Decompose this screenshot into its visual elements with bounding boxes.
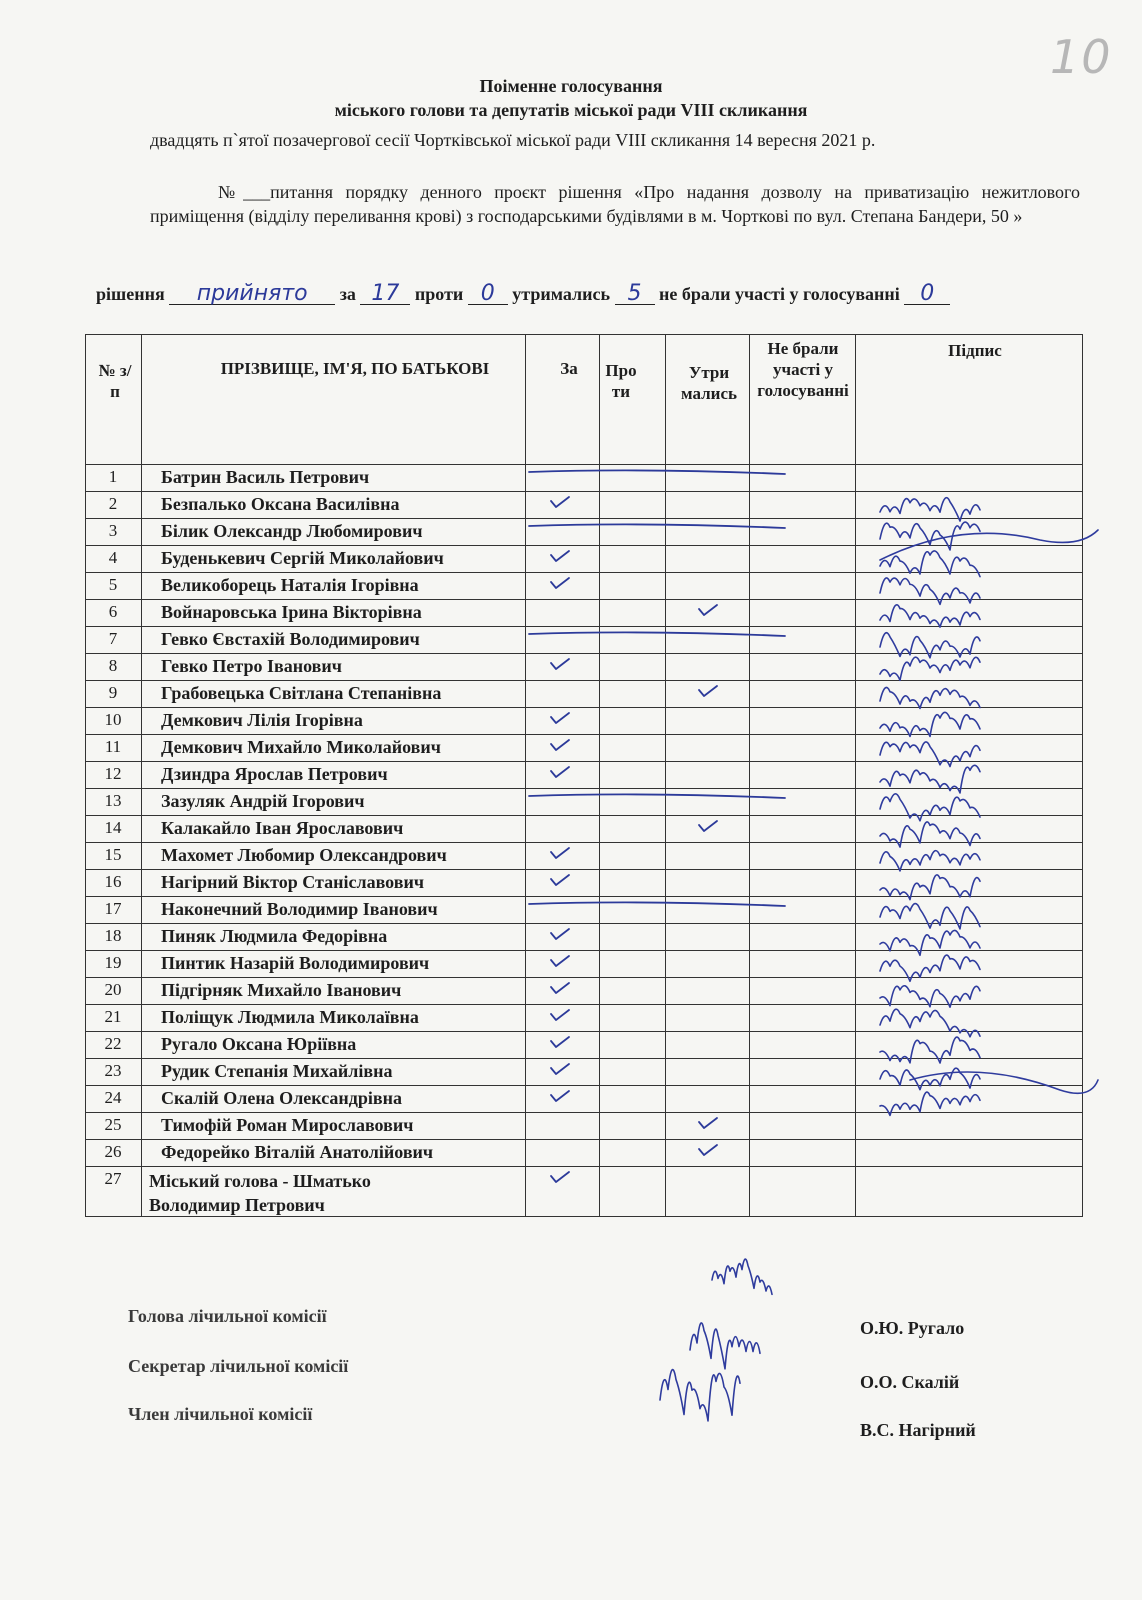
- signature-scribble: [880, 1009, 980, 1037]
- signature-scribble: [880, 904, 980, 929]
- header-against: Про ти: [605, 361, 637, 401]
- abstained-count: 5: [615, 284, 655, 305]
- vote-checkmark: [551, 875, 569, 885]
- row-name: Махомет Любомир Олександрович: [161, 845, 447, 865]
- row-number: 19: [104, 953, 122, 972]
- decision-label: рішення: [96, 284, 165, 304]
- member-label: Член лічильної комісії: [128, 1404, 313, 1424]
- row-name: Зазуляк Андрій Ігорович: [161, 791, 365, 811]
- secretary-signature: [690, 1323, 760, 1369]
- row-number: 5: [108, 575, 118, 594]
- signature-scribble: [880, 875, 980, 900]
- signature-flourish: [880, 530, 1098, 560]
- row-name: Гевко Євстахій Володимирович: [161, 629, 420, 649]
- row-number: 23: [104, 1061, 122, 1080]
- against-label: проти: [414, 284, 464, 304]
- chair-signature: [712, 1259, 772, 1294]
- signature-scribble: [880, 688, 980, 709]
- header-not-voted: Не брали участі у голосуванні: [757, 339, 849, 400]
- row-number: 7: [108, 629, 118, 648]
- signature-scribble: [880, 712, 980, 736]
- row-number: 17: [104, 899, 122, 918]
- agenda-text: №___питання порядку денного проєкт рішення «Про надання дозволу на приватизацію нежитлового приміщення (відділу переливання крові) з господарськими будівлями в м. Чорткові по вул. Степана Бандери, 50 »: [150, 182, 1080, 226]
- vote-checkmark: [551, 551, 569, 561]
- signature-scribble: [880, 498, 980, 521]
- chair-label: Голова лічильної комісії: [128, 1306, 327, 1326]
- secretary-label: Секретар лічильної комісії: [128, 1356, 349, 1376]
- row-name: Поліщук Людмила Миколаївна: [161, 1007, 419, 1027]
- header-num: № з/п: [98, 361, 132, 401]
- absent-strike-line: [529, 470, 785, 474]
- row-number: 22: [104, 1034, 122, 1053]
- absent-strike-line: [529, 632, 785, 636]
- vote-checkmark: [551, 956, 569, 966]
- row-number: 13: [104, 791, 122, 810]
- row-name: Федорейко Віталій Анатолійович: [161, 1142, 434, 1162]
- vote-checkmark: [699, 1145, 717, 1155]
- row-number: 1: [108, 467, 118, 486]
- row-name: Батрин Василь Петрович: [161, 467, 370, 487]
- row-name: Білик Олександр Любомирович: [161, 521, 423, 541]
- row-number: 2: [108, 494, 118, 513]
- vote-checkmark: [551, 740, 569, 750]
- vote-checkmark: [551, 713, 569, 723]
- row-name: Тимофій Роман Мирославович: [161, 1115, 414, 1135]
- abstained-label: утримались: [512, 284, 610, 304]
- page-number: 10: [1050, 30, 1113, 84]
- row-number: 18: [104, 926, 122, 945]
- not-voted-label: не брали участі у голосуванні: [659, 284, 900, 304]
- signature-scribble: [880, 851, 980, 871]
- signature-scribble: [880, 1092, 980, 1115]
- signature-scribble: [880, 986, 980, 1007]
- against-count: 0: [468, 284, 508, 305]
- row-number: 3: [108, 521, 118, 540]
- row-name: Рудик Степанія Михайлівна: [161, 1061, 393, 1081]
- row-name: Гевко Петро Іванович: [161, 656, 342, 676]
- header-signature: Підпис: [948, 341, 1002, 360]
- row-name: Ругало Оксана Юріївна: [161, 1034, 357, 1054]
- row-name: Грабовецька Світлана Степанівна: [161, 683, 442, 703]
- header-name: ПРІЗВИЩЕ, ІМ'Я, ПО БАТЬКОВІ: [220, 359, 490, 378]
- session-text: двадцять п`ятої позачергової сесії Чортківської міської ради VIII скликання 14 вересня 2021 р.: [150, 130, 876, 150]
- row-number: 11: [104, 737, 122, 756]
- row-number: 16: [104, 872, 122, 891]
- row-number: 15: [104, 845, 122, 864]
- document-subtitle: міського голови та депутатів міської ради VIII скликання: [334, 100, 808, 120]
- row-number: 4: [108, 548, 118, 567]
- row-name: Підгірняк Михайло Іванович: [161, 980, 402, 1000]
- row-name: Безпалько Оксана Василівна: [161, 494, 400, 514]
- row-number: 12: [104, 764, 122, 783]
- secretary-name: О.О. Скалій: [860, 1372, 960, 1392]
- document-title: Поіменне голосування: [479, 76, 663, 96]
- vote-checkmark: [699, 1118, 717, 1128]
- vote-checkmark: [551, 767, 569, 777]
- row-number: 24: [104, 1088, 122, 1107]
- member-signature: [660, 1370, 740, 1421]
- vote-checkmark: [551, 1091, 569, 1101]
- decision-result: прийнято: [169, 284, 335, 305]
- signature-scribble: [880, 930, 980, 955]
- row-name: Дзиндра Ярослав Петрович: [161, 764, 388, 784]
- vote-checkmark: [699, 686, 717, 696]
- row-number: 14: [104, 818, 122, 837]
- row-number: 25: [104, 1115, 122, 1134]
- row-name: Войнаровська Ірина Вікторівна: [161, 602, 422, 622]
- row-name: Демкович Михайло Миколайович: [161, 737, 441, 757]
- absent-strike-line: [529, 902, 785, 906]
- absent-strike-line: [529, 524, 785, 528]
- not-voted-count: 0: [904, 284, 950, 305]
- vote-checkmark: [551, 1010, 569, 1020]
- vote-checkmark: [699, 605, 717, 615]
- vote-checkmark: [551, 578, 569, 588]
- row-name: Скалій Олена Олександрівна: [161, 1088, 402, 1108]
- vote-checkmark: [551, 497, 569, 507]
- row-name: Міський голова - Шматько Володимир Петрович: [149, 1171, 371, 1215]
- header-abstained: Утри мались: [681, 363, 737, 403]
- vote-checkmark: [551, 929, 569, 939]
- for-label: за: [339, 284, 356, 304]
- vote-checkmark: [551, 1064, 569, 1074]
- member-name: В.С. Нагірний: [860, 1420, 976, 1440]
- signature-scribble: [880, 742, 980, 767]
- row-number: 27: [104, 1169, 122, 1188]
- chair-name: О.Ю. Ругало: [860, 1318, 965, 1338]
- row-name: Калакайло Іван Ярославович: [161, 818, 404, 838]
- signature-scribble: [880, 605, 980, 627]
- row-name: Пинтик Назарій Володимирович: [161, 953, 430, 973]
- row-number: 26: [104, 1142, 122, 1161]
- vote-checkmark: [551, 659, 569, 669]
- row-number: 20: [104, 980, 122, 999]
- signature-scribble: [880, 955, 980, 981]
- signature-scribble: [880, 633, 980, 658]
- signature-scribble: [880, 822, 980, 847]
- row-number: 21: [104, 1007, 122, 1026]
- vote-checkmark: [551, 848, 569, 858]
- row-name: Наконечний Володимир Іванович: [161, 899, 438, 919]
- header-for: За: [560, 359, 578, 378]
- signature-scribble: [880, 578, 980, 604]
- row-number: 6: [108, 602, 118, 621]
- row-name: Нагірний Віктор Станіславович: [161, 872, 424, 892]
- signature-scribble: [880, 657, 980, 680]
- row-number: 10: [104, 710, 122, 729]
- row-number: 9: [108, 683, 118, 702]
- signature-scribble: [880, 794, 980, 821]
- absent-strike-line: [529, 794, 785, 798]
- row-number: 8: [108, 656, 118, 675]
- row-name: Великоборець Наталія Ігорівна: [161, 575, 419, 595]
- row-name: Пиняк Людмила Федорівна: [161, 926, 388, 946]
- vote-checkmark: [551, 1172, 569, 1182]
- vote-checkmark: [551, 983, 569, 993]
- row-name: Буденькевич Сергій Миколайович: [161, 548, 444, 568]
- signature-scribble: [880, 765, 980, 793]
- signature-scribble: [880, 1037, 980, 1063]
- vote-checkmark: [551, 1037, 569, 1047]
- signature-scribble: [880, 551, 980, 577]
- for-count: 17: [360, 284, 410, 305]
- signature-scribble: [880, 522, 980, 550]
- vote-checkmark: [699, 821, 717, 831]
- row-name: Демкович Лілія Ігорівна: [161, 710, 363, 730]
